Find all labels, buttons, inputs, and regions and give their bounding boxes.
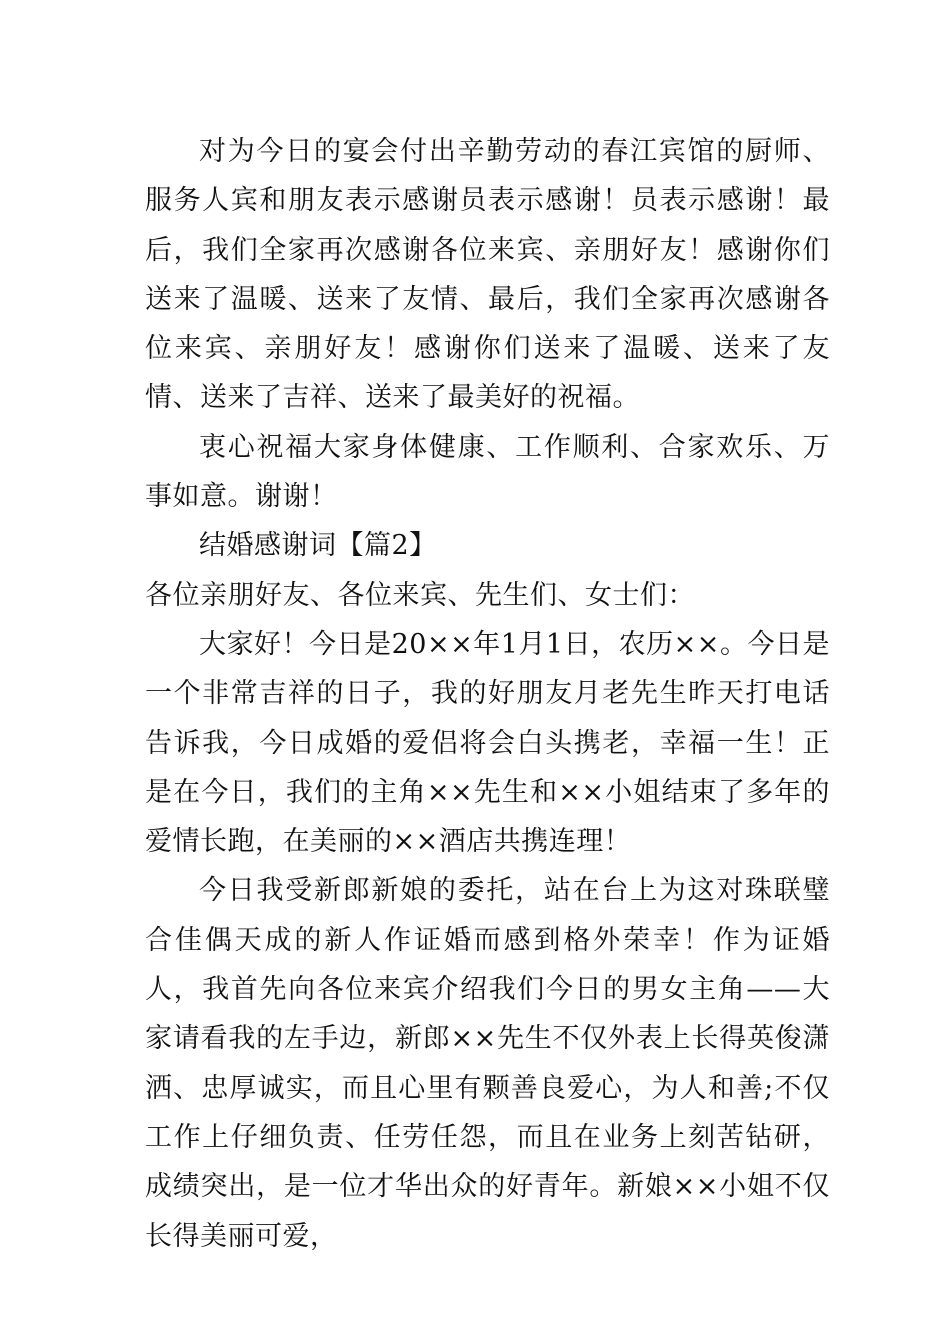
salutation: 各位亲朋好友、各位来宾、先生们、女士们： (145, 579, 695, 611)
document-body (145, 127, 830, 1261)
section-heading: 结婚感谢词【篇2】 (199, 530, 437, 562)
paragraph-thanks-staff: 对为今日的宴会付出辛勤劳动的春江宾馆的厨师、服务人宾和朋友表示感谢员表示感谢！员表示感谢！最后，我们全家再次感谢各位来宾、亲朋好友！感谢你们送来了温暖、送来了友情、最后，我们全家再次感谢各位来宾、亲朋好友！感谢你们送来了温暖、送来了友情、送来了吉祥、送来了最美好的祝福。 (145, 136, 830, 414)
paragraph-blessing: 衷心祝福大家身体健康、工作顺利、合家欢乐、万事如意。谢谢！ (145, 431, 830, 513)
paragraph-greeting: 大家好！今日是20××年1月1日，农历××。今日是一个非常吉祥的日子，我的好朋友月老先生昨天打电话告诉我，今日成婚的爱侣将会白头携老，幸福一生！正是在今日，我们的主角××先生和××小姐结束了多年的爱情长跑，在美丽的××酒店共携连理！ (145, 628, 830, 858)
paragraph-witness-speech: 今日我受新郎新娘的委托，站在台上为这对珠联璧合佳偶天成的新人作证婚而感到格外荣幸！作为证婚人，我首先向各位来宾介绍我们今日的男女主角——大家请看我的左手边，新郎××先生不仅外表上长得英俊潇洒、忠厚诚实，而且心里有颗善良爱心，为人和善;不仅工作上仔细负责、任劳任怨，而且在业务上刻苦钻研，成绩突出，是一位才华出众的好青年。新娘××小姐不仅长得美丽可爱， (145, 875, 830, 1252)
